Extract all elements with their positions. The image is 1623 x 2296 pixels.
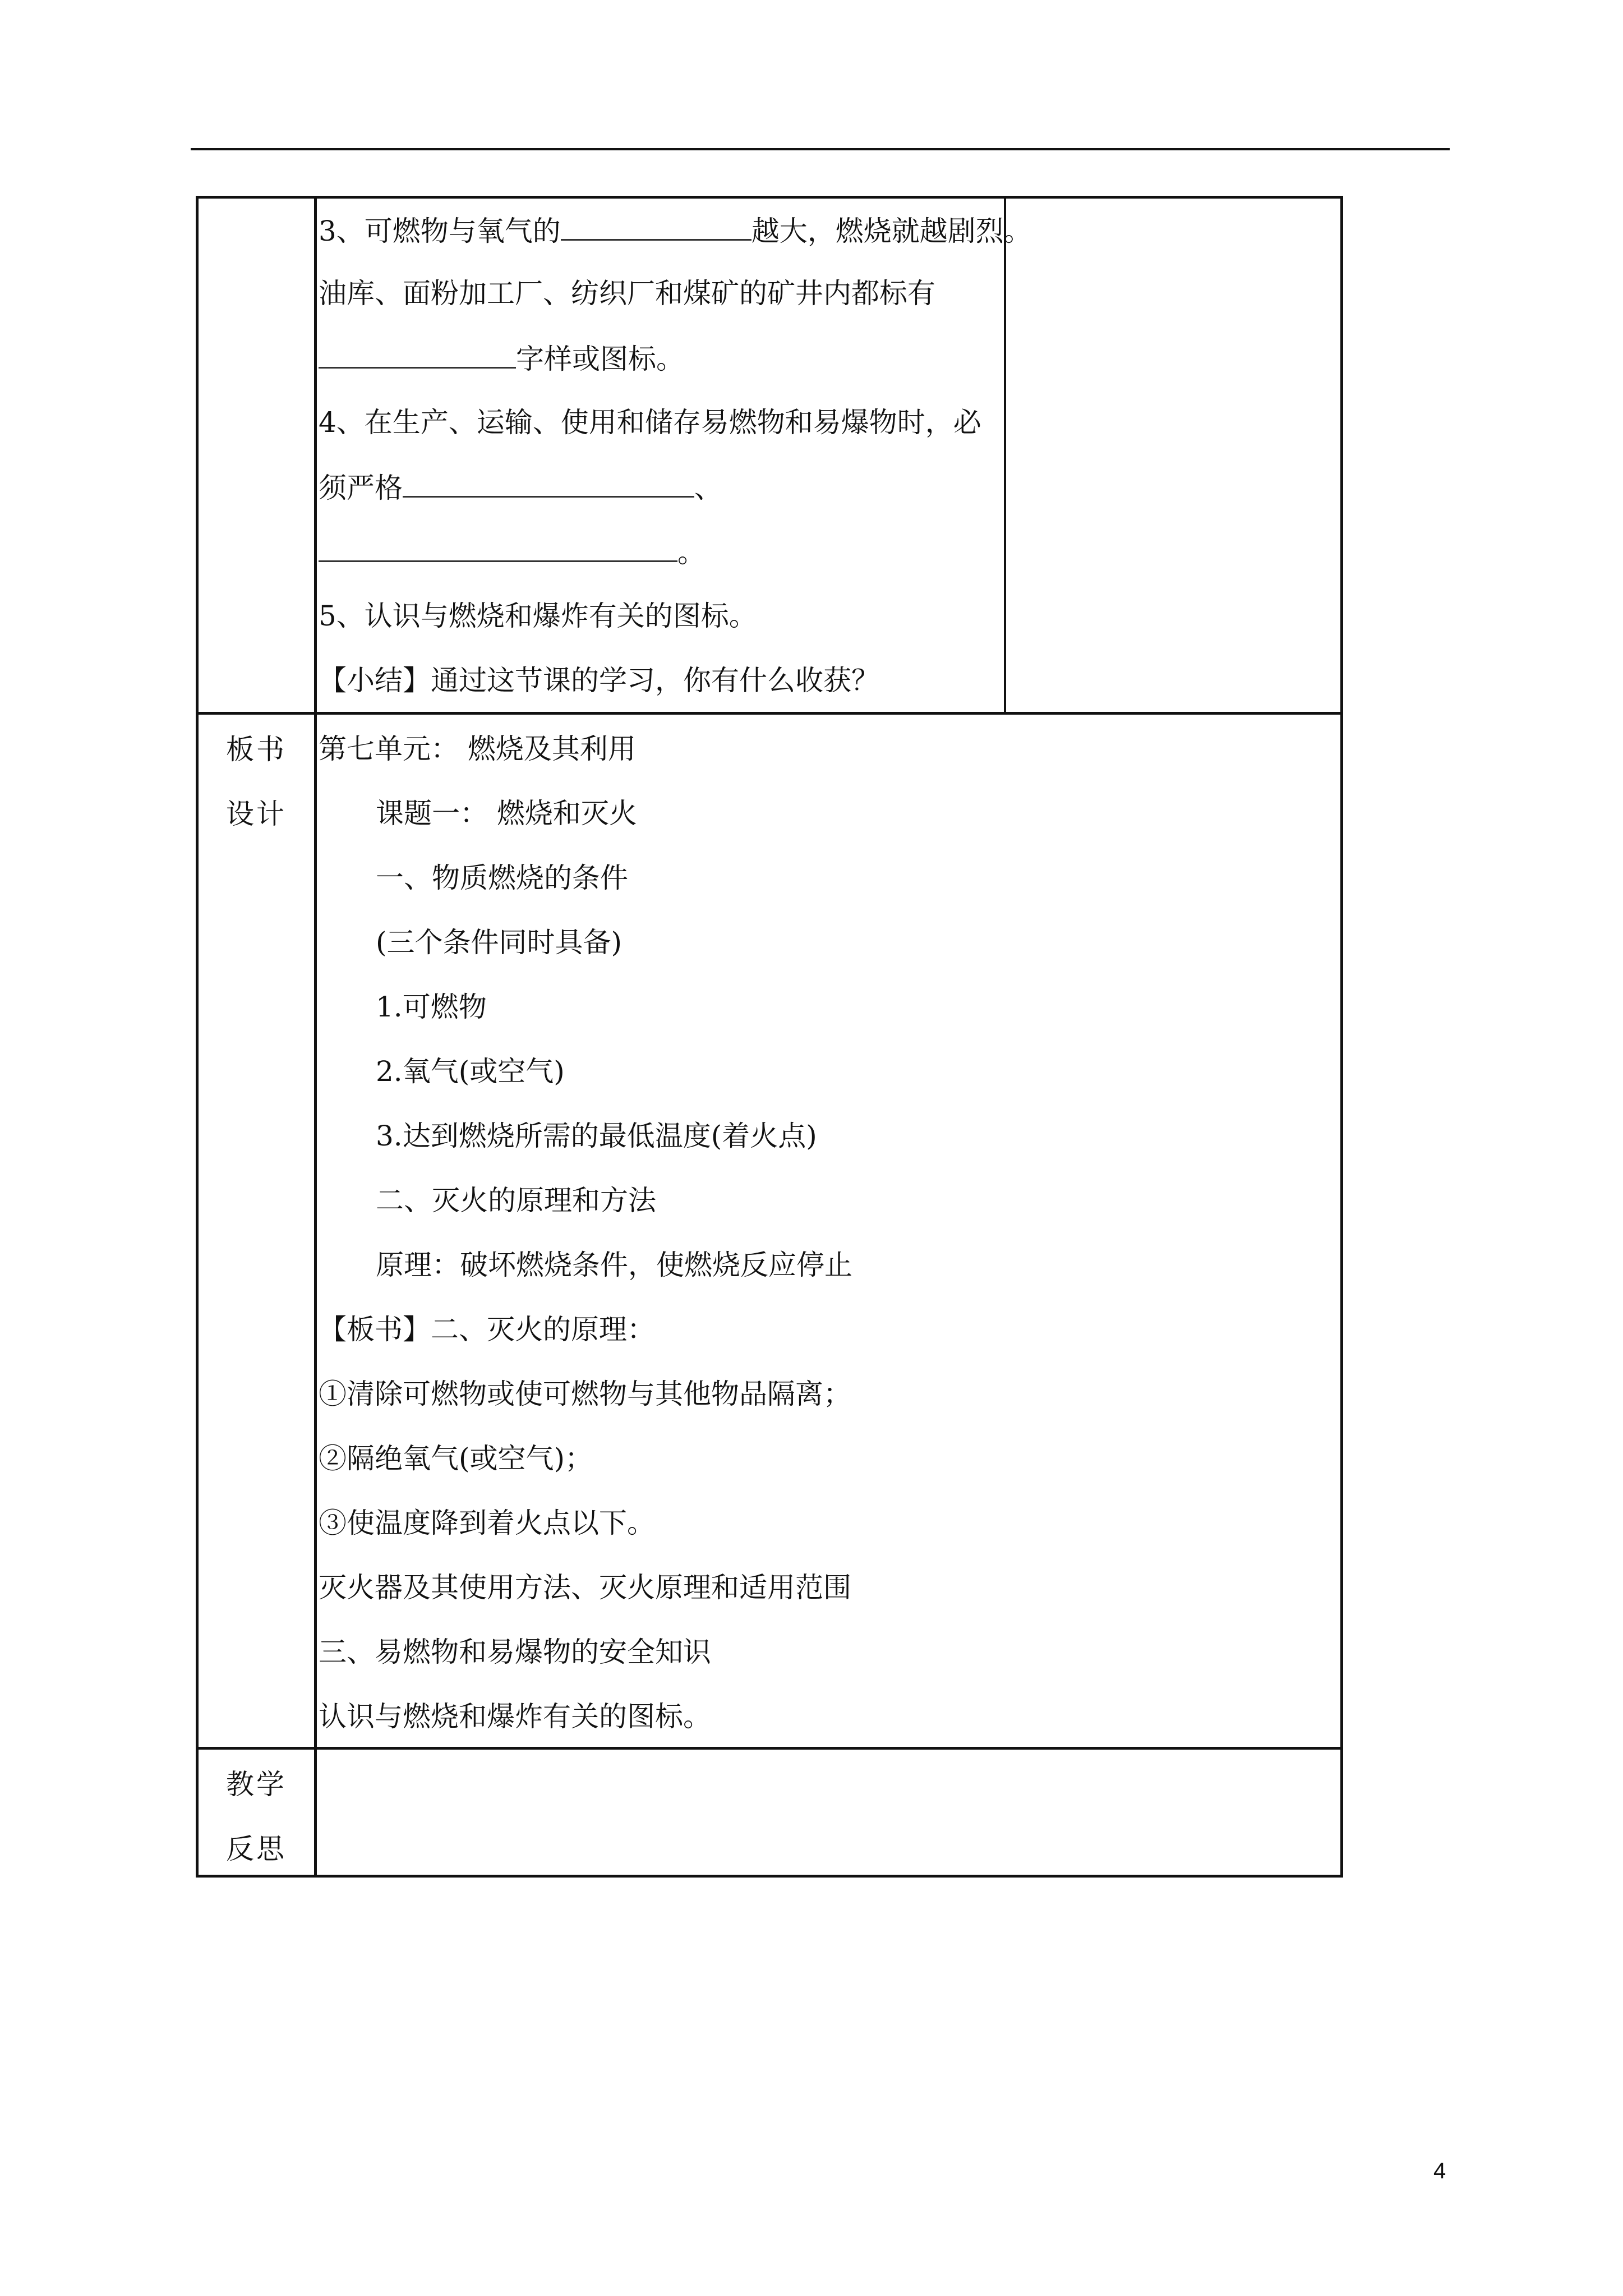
top-line-1 [319, 213, 1032, 248]
board-line-7: 3.达到燃烧所需的最低温度(着火点) [376, 1120, 817, 1152]
header-rule [191, 148, 1450, 150]
top-line-3 [319, 341, 684, 376]
board-line-1: 第七单元： 燃烧及其利用 [319, 733, 636, 765]
board-line-12: ②隔绝氧气(或空气)； [319, 1442, 593, 1475]
top-line-4: 4、在生产、运输、使用和储存易燃物和易爆物时，必 [319, 406, 981, 439]
reflection-label [197, 1752, 315, 1881]
board-line-16: 认识与燃烧和爆炸有关的图标。 [319, 1700, 711, 1733]
board-line-11: ①清除可燃物或使可燃物与其他物品隔离； [319, 1378, 851, 1410]
page-number: 4 [1433, 2159, 1446, 2183]
column-divider-right [1004, 196, 1006, 712]
reflection-label-line-1: 教学 [226, 1768, 287, 1801]
board-line-4: (三个条件同时具备) [376, 926, 623, 959]
reflection-label-line-2: 反思 [226, 1833, 287, 1865]
blank-field-3 [403, 470, 694, 498]
top-line-6-post: 。 [677, 536, 706, 569]
board-line-10: 【板书】二、灭火的原理： [319, 1313, 655, 1346]
board-label-line-1: 板书 [226, 733, 287, 766]
top-line-6 [319, 535, 706, 569]
top-line-5-pre: 须严格 [319, 472, 403, 504]
top-line-2: 油库、面粉加工厂、纺织厂和煤矿的矿井内都标有 [319, 277, 935, 310]
top-line-1-post: 越大，燃烧就越剧烈。 [751, 215, 1032, 247]
board-line-5: 1.可燃物 [376, 991, 487, 1023]
blank-field-1 [561, 213, 751, 241]
board-label [197, 717, 315, 846]
row-divider-1 [196, 712, 1343, 715]
blank-field-2 [319, 341, 516, 369]
board-line-6: 2.氧气(或空气) [376, 1055, 565, 1088]
top-line-8: 【小结】通过这节课的学习，你有什么收获？ [319, 664, 879, 697]
row-divider-2 [196, 1747, 1343, 1750]
top-line-1-pre: 3、可燃物与氧气的 [319, 215, 561, 247]
board-line-14: 灭火器及其使用方法、灭火原理和适用范围 [319, 1571, 851, 1604]
blank-field-4 [319, 535, 677, 562]
board-line-2: 课题一： 燃烧和灭火 [376, 797, 637, 830]
board-line-13: ③使温度降到着火点以下。 [319, 1507, 655, 1539]
board-line-3: 一、物质燃烧的条件 [376, 862, 628, 894]
top-line-7: 5、认识与燃烧和爆炸有关的图标。 [319, 600, 757, 632]
lesson-table [196, 196, 1343, 1878]
board-line-8: 二、灭火的原理和方法 [376, 1184, 656, 1217]
board-label-line-2: 设计 [226, 798, 287, 830]
board-line-9: 原理：破坏燃烧条件，使燃烧反应停止 [376, 1249, 852, 1281]
board-line-15: 三、易燃物和易爆物的安全知识 [319, 1636, 711, 1668]
column-divider-left [314, 196, 317, 1878]
top-line-5 [319, 470, 722, 505]
top-line-5-post: 、 [694, 472, 722, 504]
top-line-3-post: 字样或图标。 [516, 343, 684, 375]
